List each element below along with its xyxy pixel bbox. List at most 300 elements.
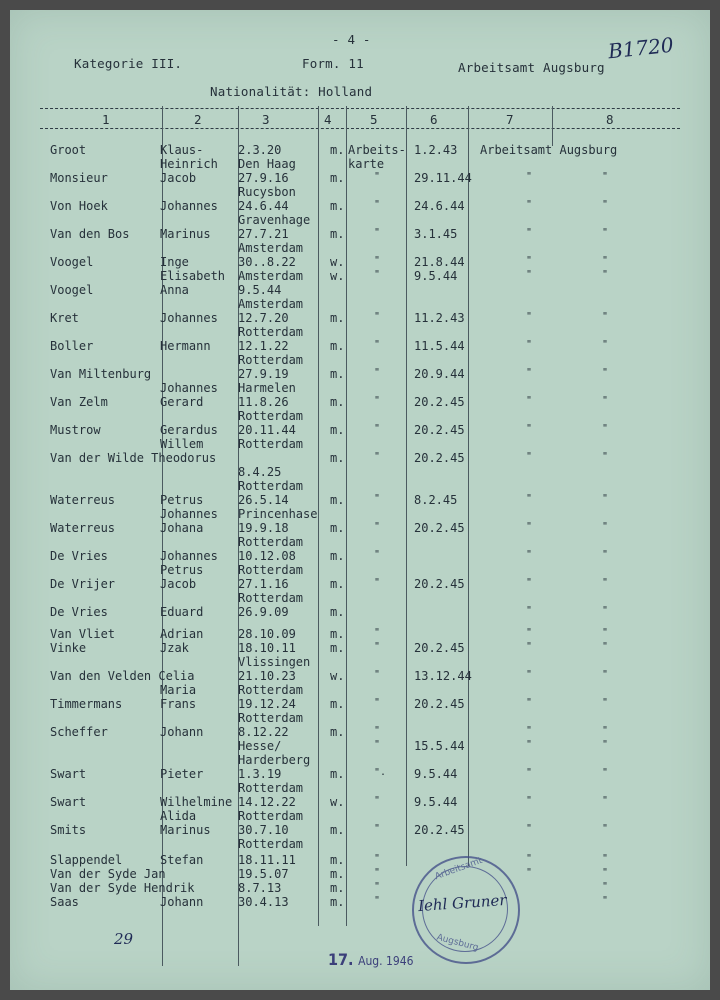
- birth-cell: Rotterdam: [238, 325, 304, 339]
- birth-cell: 27.9.16: [238, 171, 289, 185]
- column-7-cell: ": [526, 311, 533, 322]
- column-5-cell: ": [374, 853, 381, 864]
- birth-cell: 2.3.20: [238, 143, 282, 157]
- column-6-cell: 15.5.44: [414, 739, 465, 753]
- column-8-cell: ": [602, 493, 609, 504]
- surname-cell: Voogel: [50, 255, 94, 269]
- column-7-cell: ": [526, 227, 533, 238]
- column-5-cell: ": [374, 881, 381, 892]
- column-6-cell: 20.9.44: [414, 367, 465, 381]
- table-row: [10, 185, 710, 199]
- table-row: [10, 171, 710, 185]
- column-5-cell: ": [374, 867, 381, 878]
- sex-cell: m.: [330, 823, 345, 837]
- column-8-cell: ": [602, 669, 609, 680]
- given-name-cell: Jacob: [160, 577, 197, 591]
- sex-cell: m.: [330, 451, 345, 465]
- birth-cell: Rotterdam: [238, 479, 304, 493]
- given-name-cell: Hermann: [160, 339, 211, 353]
- table-row: [10, 577, 710, 591]
- sex-cell: m.: [330, 895, 345, 909]
- table-row: [10, 781, 710, 795]
- office-label: Arbeitsamt Augsburg: [458, 60, 605, 75]
- birth-cell: 27.1.16: [238, 577, 289, 591]
- column-number: 7: [506, 112, 514, 127]
- birth-cell: Amsterdam: [238, 297, 304, 311]
- column-6-cell: 11.5.44: [414, 339, 465, 353]
- column-8-cell: ": [602, 269, 609, 280]
- birth-cell: Rotterdam: [238, 781, 304, 795]
- table-row: [10, 451, 710, 465]
- sex-cell: m.: [330, 311, 345, 325]
- column-7-cell: ": [526, 577, 533, 588]
- table-row: [10, 367, 710, 381]
- date-stamp-rest: Aug. 1946: [358, 954, 414, 968]
- given-name-cell: Johana: [160, 521, 204, 535]
- column-7-cell: ": [526, 823, 533, 834]
- column-5-cell: ": [374, 627, 381, 638]
- column-5-cell: ": [374, 451, 381, 462]
- birth-cell: 30.4.13: [238, 895, 289, 909]
- column-8-cell: ": [602, 725, 609, 736]
- table-row: [10, 311, 710, 325]
- date-stamp-day: 17.: [328, 950, 354, 969]
- surname-cell: Groot: [50, 143, 87, 157]
- table-row: [10, 867, 710, 881]
- column-7-cell: ": [526, 795, 533, 806]
- birth-cell: 26.9.09: [238, 605, 289, 619]
- given-name-cell: Johann: [160, 725, 204, 739]
- given-name-cell: Johannes: [160, 311, 218, 325]
- table-row: [10, 725, 710, 739]
- column-6-cell: 20.2.45: [414, 577, 465, 591]
- table-row: [10, 627, 710, 641]
- birth-cell: 30.7.10: [238, 823, 289, 837]
- given-name-cell: Gerard: [160, 395, 204, 409]
- table-row: [10, 711, 710, 725]
- column-8-cell: ": [602, 227, 609, 238]
- column-7-cell: ": [526, 549, 533, 560]
- table-row: [10, 697, 710, 711]
- column-6-cell: 20.2.45: [414, 451, 465, 465]
- column-5-cell: ": [374, 227, 381, 238]
- stamp-bottom-text: Augsburg: [435, 932, 480, 954]
- sex-cell: m.: [330, 725, 345, 739]
- birth-cell: 14.12.22: [238, 795, 296, 809]
- given-name-cell: Heinrich: [160, 157, 218, 171]
- birth-cell: Rotterdam: [238, 437, 304, 451]
- column-5-cell: ": [374, 311, 381, 322]
- column-8-cell: ": [602, 311, 609, 322]
- page-number: - 4 -: [332, 32, 371, 47]
- sex-cell: m.: [330, 881, 345, 895]
- birth-cell: 18.11.11: [238, 853, 296, 867]
- sex-cell: w.: [330, 269, 345, 283]
- sex-cell: m.: [330, 853, 345, 867]
- column-5-cell: ": [374, 423, 381, 434]
- column-5-cell: ": [374, 823, 381, 834]
- column-number: 1: [102, 112, 110, 127]
- table-row: [10, 521, 710, 535]
- surname-cell: Van Zelm: [50, 395, 108, 409]
- table-row: [10, 353, 710, 367]
- column-6-cell: 20.2.45: [414, 395, 465, 409]
- surname-cell: Van der Wilde Theodorus: [50, 451, 217, 465]
- given-name-cell: Johann: [160, 895, 204, 909]
- stamp-top-text: Arbeitsamt: [433, 855, 484, 883]
- surname-cell: Swart: [50, 767, 87, 781]
- column-8-cell: ": [602, 339, 609, 350]
- column-8-cell: ": [602, 255, 609, 266]
- surname-cell: Slappendel: [50, 853, 123, 867]
- birth-cell: Gravenhage: [238, 213, 311, 227]
- given-name-cell: Willem: [160, 437, 204, 451]
- surname-cell: Van der Syde Hendrik: [50, 881, 195, 895]
- surname-cell: Saas: [50, 895, 79, 909]
- column-5-cell: ": [374, 895, 381, 906]
- sex-cell: m.: [330, 367, 345, 381]
- birth-cell: 12.1.22: [238, 339, 289, 353]
- column-5-cell: karte: [348, 157, 385, 171]
- sex-cell: m.: [330, 199, 345, 213]
- given-name-cell: Petrus: [160, 563, 204, 577]
- birth-cell: Harmelen: [238, 381, 296, 395]
- nationality-label: Nationalität: Holland: [210, 84, 373, 99]
- table-row: [10, 563, 710, 577]
- form-sheet: [10, 10, 710, 990]
- surname-cell: Boller: [50, 339, 94, 353]
- table-row: [10, 241, 710, 255]
- surname-cell: Van den Bos: [50, 227, 130, 241]
- birth-cell: 12.7.20: [238, 311, 289, 325]
- column-6-cell: 20.2.45: [414, 823, 465, 837]
- column-5-cell: ": [374, 549, 381, 560]
- column-6-cell: 9.5.44: [414, 767, 458, 781]
- surname-cell: Van Vliet: [50, 627, 116, 641]
- sex-cell: m.: [330, 641, 345, 655]
- birth-cell: Princenhase: [238, 507, 318, 521]
- column-8-cell: ": [602, 767, 609, 778]
- birth-cell: 21.10.23: [238, 669, 296, 683]
- column-8-cell: ": [602, 451, 609, 462]
- column-6-cell: 20.2.45: [414, 641, 465, 655]
- column-7-cell: ": [526, 521, 533, 532]
- table-row: [10, 269, 710, 283]
- table-row: [10, 395, 710, 409]
- sex-cell: m.: [330, 227, 345, 241]
- sex-cell: m.: [330, 867, 345, 881]
- column-number: 4: [324, 112, 332, 127]
- column-8-cell: ": [602, 577, 609, 588]
- column-6-cell: 20.2.45: [414, 697, 465, 711]
- column-number: 6: [430, 112, 438, 127]
- surname-cell: Kret: [50, 311, 79, 325]
- column-6-cell: 9.5.44: [414, 795, 458, 809]
- column-6-cell: 20.2.45: [414, 521, 465, 535]
- column-6-cell: 13.12.44: [414, 669, 472, 683]
- surname-cell: Waterreus: [50, 521, 116, 535]
- birth-cell: 19.9.18: [238, 521, 289, 535]
- column-7-cell: ": [526, 627, 533, 638]
- column-7-cell: ": [526, 423, 533, 434]
- given-name-cell: Jacob: [160, 171, 197, 185]
- column-8-cell: ": [602, 367, 609, 378]
- table-row: [10, 535, 710, 549]
- birth-cell: 19.12.24: [238, 697, 296, 711]
- given-name-cell: Adrian: [160, 627, 204, 641]
- sex-cell: m.: [330, 577, 345, 591]
- birth-cell: 26.5.14: [238, 493, 289, 507]
- birth-cell: 28.10.09: [238, 627, 296, 641]
- column-number: 2: [194, 112, 202, 127]
- column-6-cell: 20.2.45: [414, 423, 465, 437]
- birth-cell: 10.12.08: [238, 549, 296, 563]
- birth-cell: Rucysbon: [238, 185, 296, 199]
- birth-cell: Rotterdam: [238, 711, 304, 725]
- birth-cell: Vlissingen: [238, 655, 311, 669]
- surname-cell: Scheffer: [50, 725, 108, 739]
- column-8-cell: ": [602, 895, 609, 906]
- birth-cell: 24.6.44: [238, 199, 289, 213]
- sex-cell: m.: [330, 549, 345, 563]
- table-row: [10, 423, 710, 437]
- column-number: 5: [370, 112, 378, 127]
- category-label: Kategorie III.: [74, 56, 183, 71]
- column-5-cell: ": [374, 739, 381, 750]
- sex-cell: w.: [330, 255, 345, 269]
- table-row: [10, 437, 710, 451]
- column-5-cell: ": [374, 367, 381, 378]
- column-5-cell: ": [374, 641, 381, 652]
- table-row: [10, 895, 710, 909]
- table-row: [10, 591, 710, 605]
- column-6-cell: 9.5.44: [414, 269, 458, 283]
- column-7-cell: ": [526, 199, 533, 210]
- column-6-cell: 21.8.44: [414, 255, 465, 269]
- birth-cell: Den Haag: [238, 157, 296, 171]
- column-8-cell: ": [602, 881, 609, 892]
- table-row: [10, 605, 710, 619]
- birth-cell: 18.10.11: [238, 641, 296, 655]
- column-5-cell: ": [374, 255, 381, 266]
- column-7-cell: ": [526, 669, 533, 680]
- table-row: [10, 465, 710, 479]
- surname-cell: Smits: [50, 823, 87, 837]
- given-name-cell: Gerardus: [160, 423, 218, 437]
- table-row: [10, 283, 710, 297]
- table-row: [10, 199, 710, 213]
- table-row: [10, 549, 710, 563]
- sex-cell: m.: [330, 339, 345, 353]
- surname-cell: Van den Velden Celia: [50, 669, 195, 683]
- column-8-cell: ": [602, 641, 609, 652]
- birth-cell: Rotterdam: [238, 837, 304, 851]
- column-5-cell: ": [374, 795, 381, 806]
- table-row: [10, 837, 710, 851]
- column-7-cell: ": [526, 853, 533, 864]
- table-row: [10, 853, 710, 867]
- given-name-cell: Johannes: [160, 507, 218, 521]
- table-row: [10, 739, 710, 753]
- column-7-cell: ": [526, 739, 533, 750]
- table-row: [10, 683, 710, 697]
- table-row: [10, 507, 710, 521]
- birth-cell: Hesse/: [238, 739, 282, 753]
- sex-cell: m.: [330, 767, 345, 781]
- column-8-cell: ": [602, 853, 609, 864]
- surname-cell: De Vrijer: [50, 577, 116, 591]
- column-7-cell: ": [526, 867, 533, 878]
- column-divider: [552, 106, 553, 146]
- column-7-cell: ": [526, 451, 533, 462]
- birth-cell: Rotterdam: [238, 809, 304, 823]
- signature: Iehl Gruner: [417, 890, 508, 916]
- given-name-cell: Marinus: [160, 823, 211, 837]
- column-5-cell: Arbeits-: [348, 143, 406, 157]
- column-5-cell: ": [374, 697, 381, 708]
- given-name-cell: Pieter: [160, 767, 204, 781]
- surname-cell: Swart: [50, 795, 87, 809]
- given-name-cell: Marinus: [160, 227, 211, 241]
- column-8-cell: ": [602, 795, 609, 806]
- received-date-stamp: [328, 950, 413, 969]
- table-row: [10, 227, 710, 241]
- birth-cell: 27.9.19: [238, 367, 289, 381]
- margin-note: 29: [114, 930, 134, 948]
- column-6-cell: 24.6.44: [414, 199, 465, 213]
- column-6-cell: 1.2.43: [414, 143, 458, 157]
- surname-cell: Von Hoek: [50, 199, 108, 213]
- table-row: [10, 795, 710, 809]
- column-8-cell: ": [602, 395, 609, 406]
- column-8-cell: ": [602, 739, 609, 750]
- column-8-cell: ": [602, 823, 609, 834]
- birth-cell: Rotterdam: [238, 535, 304, 549]
- given-name-cell: Jzak: [160, 641, 189, 655]
- column-7-cell: ": [526, 269, 533, 280]
- birth-cell: 27.7.21: [238, 227, 289, 241]
- column-8-cell: ": [602, 549, 609, 560]
- given-name-cell: Inge: [160, 255, 189, 269]
- sex-cell: m.: [330, 493, 345, 507]
- column-8-cell: ": [602, 423, 609, 434]
- surname-cell: Van der Syde Jan: [50, 867, 166, 881]
- header-rule-top: [40, 108, 680, 109]
- archive-number: B1720: [606, 32, 675, 64]
- given-name-cell: Alida: [160, 809, 197, 823]
- header-rule-bottom: [40, 128, 680, 129]
- given-name-cell: Elisabeth: [160, 269, 226, 283]
- birth-cell: 19.5.07: [238, 867, 289, 881]
- given-name-cell: Klaus-: [160, 143, 204, 157]
- birth-cell: Rotterdam: [238, 591, 304, 605]
- table-row: [10, 479, 710, 493]
- column-7-cell: ": [526, 255, 533, 266]
- column-5-cell: ": [374, 171, 381, 182]
- surname-cell: Voogel: [50, 283, 94, 297]
- surname-cell: Vinke: [50, 641, 87, 655]
- surname-cell: Monsieur: [50, 171, 108, 185]
- given-name-cell: Stefan: [160, 853, 204, 867]
- birth-cell: Rotterdam: [238, 563, 304, 577]
- given-name-cell: Petrus: [160, 493, 204, 507]
- column-8-cell: ": [602, 199, 609, 210]
- birth-cell: Amsterdam: [238, 269, 304, 283]
- column-8-cell: ": [602, 697, 609, 708]
- given-name-cell: Maria: [160, 683, 197, 697]
- table-row: [10, 753, 710, 767]
- column-6-cell: 29.11.44: [414, 171, 472, 185]
- birth-cell: 11.8.26: [238, 395, 289, 409]
- sex-cell: m.: [330, 521, 345, 535]
- column-7-cell: Arbeitsamt Augsburg: [480, 143, 618, 157]
- surname-cell: Van Miltenburg: [50, 367, 152, 381]
- column-8-cell: ": [602, 521, 609, 532]
- birth-cell: Rotterdam: [238, 683, 304, 697]
- form-label: Form. 11: [302, 56, 364, 71]
- column-7-cell: ": [526, 395, 533, 406]
- column-8-cell: ": [602, 627, 609, 638]
- birth-cell: Rotterdam: [238, 353, 304, 367]
- column-7-cell: ": [526, 493, 533, 504]
- sex-cell: w.: [330, 795, 345, 809]
- given-name-cell: Johannes: [160, 199, 218, 213]
- column-5-cell: ": [374, 339, 381, 350]
- birth-cell: Harderberg: [238, 753, 311, 767]
- given-name-cell: Frans: [160, 697, 197, 711]
- table-row: [10, 325, 710, 339]
- given-name-cell: Johannes: [160, 381, 218, 395]
- column-number: 3: [262, 112, 270, 127]
- sex-cell: m.: [330, 697, 345, 711]
- column-6-cell: 11.2.43: [414, 311, 465, 325]
- column-5-cell: ": [374, 669, 381, 680]
- sex-cell: m.: [330, 423, 345, 437]
- sex-cell: m.: [330, 143, 345, 157]
- column-5-cell: ": [374, 521, 381, 532]
- column-5-cell: ": [374, 199, 381, 210]
- birth-cell: 8.7.13: [238, 881, 282, 895]
- birth-cell: 8.12.22: [238, 725, 289, 739]
- column-5-cell: ": [374, 269, 381, 280]
- given-name-cell: Eduard: [160, 605, 204, 619]
- column-7-cell: ": [526, 605, 533, 616]
- sex-cell: w.: [330, 669, 345, 683]
- surname-cell: Timmermans: [50, 697, 123, 711]
- column-7-cell: ": [526, 725, 533, 736]
- table-row: [10, 809, 710, 823]
- birth-cell: 20.11.44: [238, 423, 296, 437]
- column-5-cell: ": [374, 577, 381, 588]
- column-8-cell: ": [602, 171, 609, 182]
- given-name-cell: Anna: [160, 283, 189, 297]
- column-7-cell: ": [526, 367, 533, 378]
- table-row: [10, 157, 710, 171]
- given-name-cell: Wilhelmine: [160, 795, 233, 809]
- table-row: [10, 381, 710, 395]
- table-row: [10, 143, 710, 157]
- column-8-cell: ": [602, 867, 609, 878]
- column-7-cell: ": [526, 171, 533, 182]
- birth-cell: 1.3.19: [238, 767, 282, 781]
- column-5-cell: ".: [374, 767, 387, 778]
- column-7-cell: ": [526, 339, 533, 350]
- surname-cell: De Vries: [50, 605, 108, 619]
- table-row: [10, 339, 710, 353]
- column-7-cell: ": [526, 767, 533, 778]
- table-row: [10, 669, 710, 683]
- column-5-cell: ": [374, 725, 381, 736]
